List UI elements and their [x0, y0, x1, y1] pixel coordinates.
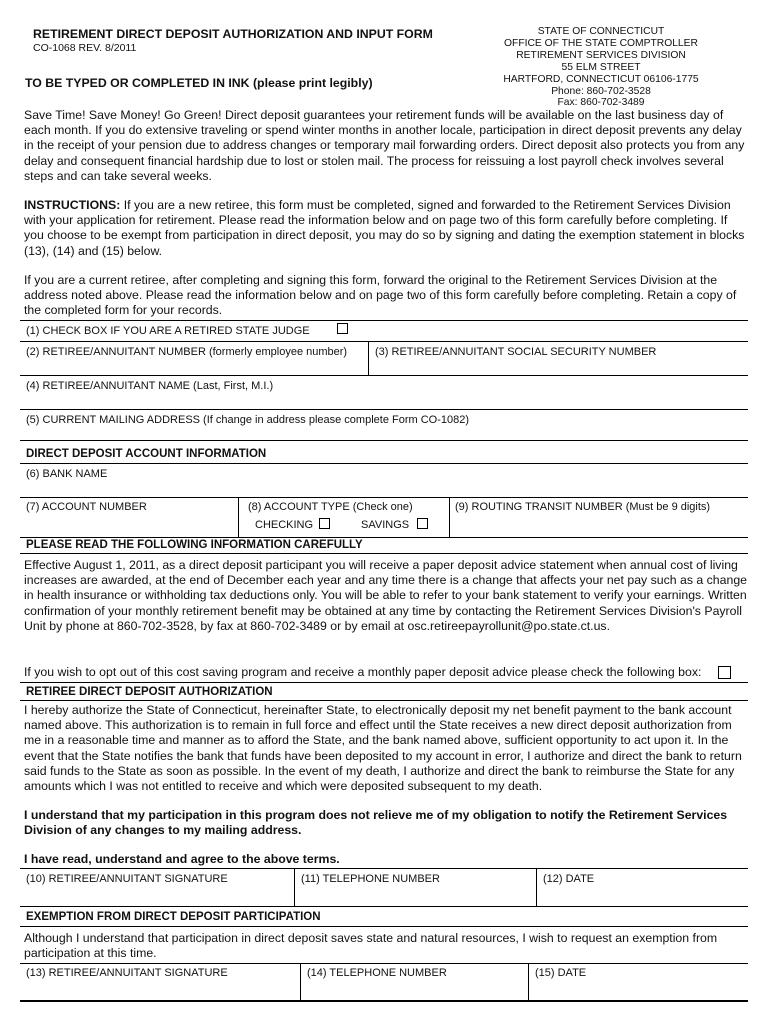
- field-3-label: (3) RETIREE/ANNUITANT SOCIAL SECURITY NUMBER: [375, 346, 657, 358]
- address-line-5: HARTFORD, CONNECTICUT 06106-1775: [503, 73, 699, 85]
- bank-section-heading: DIRECT DEPOSIT ACCOUNT INFORMATION: [26, 448, 267, 460]
- address-line-4: 55 ELM STREET: [561, 61, 641, 73]
- field-12-label: (12) DATE: [543, 873, 595, 885]
- form-number: CO-1068 REV. 8/2011: [33, 42, 137, 54]
- field-9-label: (9) ROUTING TRANSIT NUMBER (Must be 9 digits): [455, 501, 711, 513]
- instructions-paragraph: [24, 198, 748, 259]
- field-14-label: (14) TELEPHONE NUMBER: [307, 967, 447, 979]
- savings-checkbox[interactable]: [417, 518, 428, 529]
- exemption-heading: EXEMPTION FROM DIRECT DEPOSIT PARTICIPATION: [26, 911, 321, 923]
- field-4-label: (4) RETIREE/ANNUITANT NAME (Last, First, M.I.): [26, 380, 274, 392]
- current-retiree-paragraph: If you are a current retiree, after completing and signing this form, forward the original to the Retirement Services Division at the address noted above. Please read the information below and on page two of this form carefully before completing. Retain a copy of the completed form for your records.: [24, 273, 737, 318]
- exemption-paragraph: Although I understand that participation in direct deposit saves state and natural resources, I wish to request an exemption from participation at this time.: [24, 931, 718, 961]
- address-phone: Phone: 860-702-3528: [551, 85, 651, 97]
- field-7-label: (7) ACCOUNT NUMBER: [26, 501, 147, 513]
- authorization-paragraph: I hereby authorize the State of Connecticut, hereinafter State, to electronically deposit my net benefit payment to the bank account named above. This authorization is to remain in full force and effect until the State receives a new direct deposit authorization from me in a reasonable time and manner as to afford the State, and the bank named above, sufficient opportunity to act upon it. In the event that the State notifies the bank that funds have been deposited to my account in error, I authorize and direct the bank to return said funds to the State as soon as possible. In the event of my death, I authorize and direct the bank to reimburse the State for any amounts which I was not entitled to receive and which were deposited subsequent to my death.: [24, 703, 742, 794]
- checking-label: CHECKING: [255, 519, 314, 531]
- form-title: RETIREMENT DIRECT DEPOSIT AUTHORIZATION AND INPUT FORM: [33, 27, 433, 41]
- field-15-label: (15) DATE: [535, 967, 587, 979]
- bank-name-field[interactable]: [20, 463, 748, 497]
- opt-out-checkbox[interactable]: [718, 666, 731, 679]
- instructions-text: If you are a new retiree, this form must be completed, signed and forwarded to the Retirement Services Division with your application for retirement. Please read the information below and on page two of this form carefully before completing. If you choose to be exempt from participation in direct deposit, you may do so by signing and dating the exemption statement in blocks (13), (14) and (15) below.: [24, 198, 745, 258]
- retired-judge-checkbox[interactable]: [337, 323, 348, 334]
- info-paragraph: Effective August 1, 2011, as a direct deposit participant you will receive a paper deposit advice statement when annual cost of living increases are awarded, at the end of December each year and any time there is a change that affects your net pay such as a change in health insurance or withholding tax deductions only. You will be able to refer to your bank statement to verify your earnings. Written confirmation of your monthly retirement benefit may be obtained at any time by contacting the Retirement Services Division's Payroll Unit by phone at 860-702-3528, by fax at 860-702-3489 or by email at osc.retireepayrollunit@po.state.ct.us.: [24, 558, 747, 633]
- checking-checkbox[interactable]: [319, 518, 330, 529]
- savings-label: SAVINGS: [361, 519, 410, 531]
- field-1-label: (1) CHECK BOX IF YOU ARE A RETIRED STATE JUDGE: [26, 325, 310, 337]
- address-line-1: STATE OF CONNECTICUT: [537, 26, 665, 37]
- intro-paragraph: Save Time! Save Money! Go Green! Direct deposit guarantees your retirement funds will be available on the last business day of each month. If you do extensive traveling or spend winter months in another locale, participation in direct deposit prevents any delay in the receipt of your pension due to address changes or temporary mail forwarding orders. Direct deposit also protects you from any delay and consequent financial hardship due to lost or stolen mail. The process for reissuing a lost payroll check involves several steps and can take several weeks.: [24, 108, 745, 183]
- opt-out-text: If you wish to opt out of this cost saving program and receive a monthly paper deposit advice please check the following box:: [24, 665, 702, 679]
- info-section-heading: PLEASE READ THE FOLLOWING INFORMATION CAREFULLY: [26, 539, 363, 551]
- address-line-3: RETIREMENT SERVICES DIVISION: [516, 49, 686, 61]
- field-6-label: (6) BANK NAME: [26, 468, 108, 480]
- address-line-2: OFFICE OF THE STATE COMPTROLLER: [504, 37, 698, 49]
- field-8-label: (8) ACCOUNT TYPE (Check one): [248, 501, 413, 513]
- field-5-label: (5) CURRENT MAILING ADDRESS (If change in address please complete Form CO-1082): [26, 414, 470, 426]
- agree-statement: I have read, understand and agree to the above terms.: [24, 852, 340, 866]
- field-11-label: (11) TELEPHONE NUMBER: [301, 873, 440, 885]
- field-10-label: (10) RETIREE/ANNUITANT SIGNATURE: [26, 873, 228, 885]
- agency-address: [480, 26, 722, 109]
- typed-note: TO BE TYPED OR COMPLETED IN INK (please print legibly): [25, 76, 373, 90]
- address-fax: Fax: 860-702-3489: [557, 97, 645, 109]
- obligation-statement: I understand that my participation in this program does not relieve me of my obligation to notify the Retirement Services Division of any changes to my mailing address.: [24, 808, 728, 838]
- authorization-heading: RETIREE DIRECT DEPOSIT AUTHORIZATION: [26, 686, 273, 698]
- field-2-label: (2) RETIREE/ANNUITANT NUMBER (formerly employee number): [26, 346, 348, 358]
- field-13-label: (13) RETIREE/ANNUITANT SIGNATURE: [26, 967, 228, 979]
- instructions-label: INSTRUCTIONS:: [24, 198, 121, 212]
